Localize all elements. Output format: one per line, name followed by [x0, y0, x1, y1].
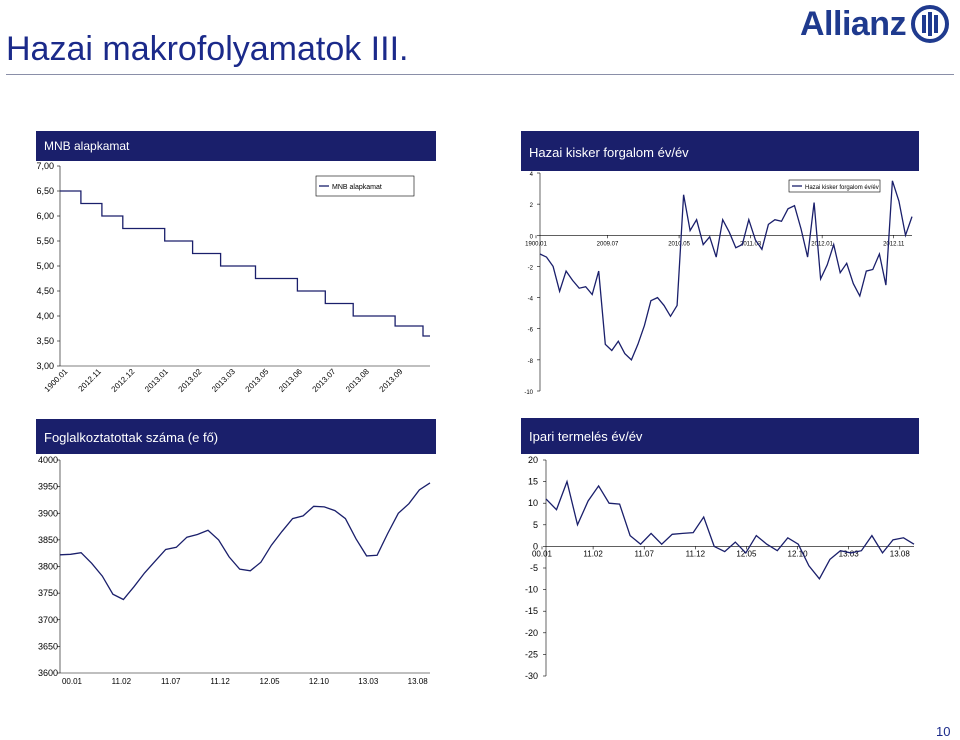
- foglalkoztatottak-x-tick-label: 12.05: [259, 677, 280, 686]
- kisker-y-tick-label: -4: [527, 296, 533, 303]
- foglalkoztatottak-x-tick-label: 11.02: [111, 677, 132, 686]
- mnb-legend-label: MNB alapkamat: [332, 184, 382, 191]
- mnb-y-tick-label: 7,00: [36, 161, 54, 171]
- kisker-y-tick-label: -8: [527, 358, 533, 365]
- ipari-x-tick-label: 11.12: [685, 549, 706, 559]
- ipari-x-tick-label: 00.01: [531, 549, 553, 559]
- kisker-legend-label: Hazai kisker forgalom év/év: [805, 185, 879, 191]
- foglalkoztatottak-y-tick-label: 4000: [37, 455, 58, 465]
- ipari-x-tick-label: 12.10: [787, 549, 808, 559]
- foglalkoztatottak-y-tick-label: 3700: [37, 614, 58, 625]
- foglalkoztatottak-y-tick-label: 3750: [37, 588, 58, 599]
- ipari-y-tick-label: 5: [532, 519, 538, 530]
- foglalkoztatottak-x-tick-label: 13.08: [407, 677, 428, 686]
- kisker-x-tick-label: 2010.05: [668, 241, 690, 248]
- kisker-x-tick-label: 2011.03: [739, 241, 762, 248]
- ipari-y-tick-label: -25: [524, 649, 538, 660]
- foglalkoztatottak-y-tick-label: 3950: [37, 481, 58, 492]
- mnb-x-tick-label: 1900.01: [42, 367, 70, 394]
- kisker-y-tick-label: -6: [527, 327, 533, 334]
- kisker-title: Hazai kisker forgalom év/év: [529, 145, 689, 160]
- kisker-x-tick-label: 1900.01: [525, 241, 547, 248]
- mnb-x-tick-label: 2013.05: [243, 367, 271, 394]
- ipari-x-tick-label: 12.05: [736, 549, 757, 559]
- foglalkoztatottak-y-tick-label: 3900: [37, 508, 58, 519]
- ipari-y-tick-label: 15: [527, 476, 538, 487]
- kisker-x-tick-label: 2012.11: [883, 241, 905, 248]
- mnb-y-tick-label: 4,50: [36, 286, 54, 296]
- mnb-x-tick-label: 2013.07: [310, 367, 338, 394]
- ipari-y-tick-label: -10: [524, 584, 538, 595]
- foglalkoztatottak-y-tick-label: 3850: [37, 534, 58, 545]
- mnb-y-tick-label: 3,50: [36, 336, 54, 346]
- page-title: Hazai makrofolyamatok III.: [6, 30, 409, 68]
- ipari-title: Ipari termelés év/év: [529, 429, 643, 444]
- kisker-x-tick-label: 2009.07: [596, 241, 619, 248]
- foglalkoztatottak-x-tick-label: 12.10: [308, 677, 329, 686]
- ipari-x-tick-label: 11.07: [634, 549, 654, 559]
- mnb-x-tick-label: 2013.03: [210, 367, 237, 394]
- mnb-y-tick-label: 6,00: [36, 211, 54, 221]
- ipari-y-tick-label: 20: [527, 455, 538, 465]
- mnb-title: MNB alapkamat: [44, 139, 130, 153]
- foglalkoztatottak-x-tick-label: 13.03: [358, 677, 379, 686]
- ipari-x-tick-label: 13.03: [838, 549, 859, 559]
- foglalkoztatottak-x-tick-label: 00.01: [61, 677, 83, 686]
- ipari-y-tick-label: 10: [527, 498, 538, 509]
- kisker-y-tick-label: 0: [529, 234, 533, 241]
- mnb-y-tick-label: 5,00: [36, 261, 54, 271]
- foglalkoztatottak-x-tick-label: 11.12: [210, 677, 230, 686]
- mnb-series-line: [60, 191, 430, 336]
- mnb-x-tick-label: 2012.11: [76, 367, 103, 394]
- mnb-x-tick-label: 2013.01: [143, 367, 170, 394]
- ipari-y-tick-label: 0: [532, 541, 538, 552]
- ipari-y-tick-label: -5: [529, 563, 538, 573]
- mnb-x-tick-label: 2013.02: [176, 367, 204, 394]
- ipari-y-tick-label: -30: [524, 671, 538, 681]
- foglalkoztatottak-x-tick-label: 11.07: [161, 677, 181, 686]
- foglalkoztatottak-y-tick-label: 3600: [37, 668, 58, 678]
- foglalkoztatottak-y-tick-label: 3800: [37, 561, 58, 572]
- kisker-x-tick-label: 2012.01: [811, 241, 834, 248]
- ipari-x-tick-label: 13.08: [889, 549, 910, 559]
- page-number: 10: [936, 724, 951, 739]
- mnb-y-tick-label: 3,00: [36, 361, 54, 371]
- kisker-y-tick-label: -10: [524, 390, 533, 396]
- kisker-y-tick-label: 4: [529, 172, 533, 178]
- ipari-y-tick-label: -20: [524, 627, 538, 638]
- logo-wordmark: Allianz: [800, 4, 907, 43]
- kisker-y-tick-label: 2: [529, 203, 533, 210]
- mnb-y-tick-label: 6,50: [36, 186, 54, 196]
- ipari-series-line: [546, 482, 914, 579]
- mnb-x-tick-label: 2013.09: [377, 367, 405, 394]
- kisker-series-line: [540, 181, 912, 360]
- mnb-x-tick-label: 2012.12: [109, 367, 137, 394]
- ipari-y-tick-label: -15: [524, 606, 538, 617]
- kisker-y-tick-label: -2: [527, 265, 533, 272]
- foglalkoztatottak-series-line: [60, 483, 430, 600]
- mnb-x-tick-label: 2013.06: [277, 367, 304, 394]
- mnb-x-tick-label: 2013.08: [344, 367, 371, 394]
- mnb-y-tick-label: 5,50: [36, 236, 54, 246]
- ipari-x-tick-label: 11.02: [583, 549, 603, 559]
- foglalkoztatottak-title: Foglalkoztatottak száma (e fő): [44, 430, 219, 445]
- mnb-y-tick-label: 4,00: [36, 311, 54, 321]
- foglalkoztatottak-y-tick-label: 3650: [37, 641, 58, 652]
